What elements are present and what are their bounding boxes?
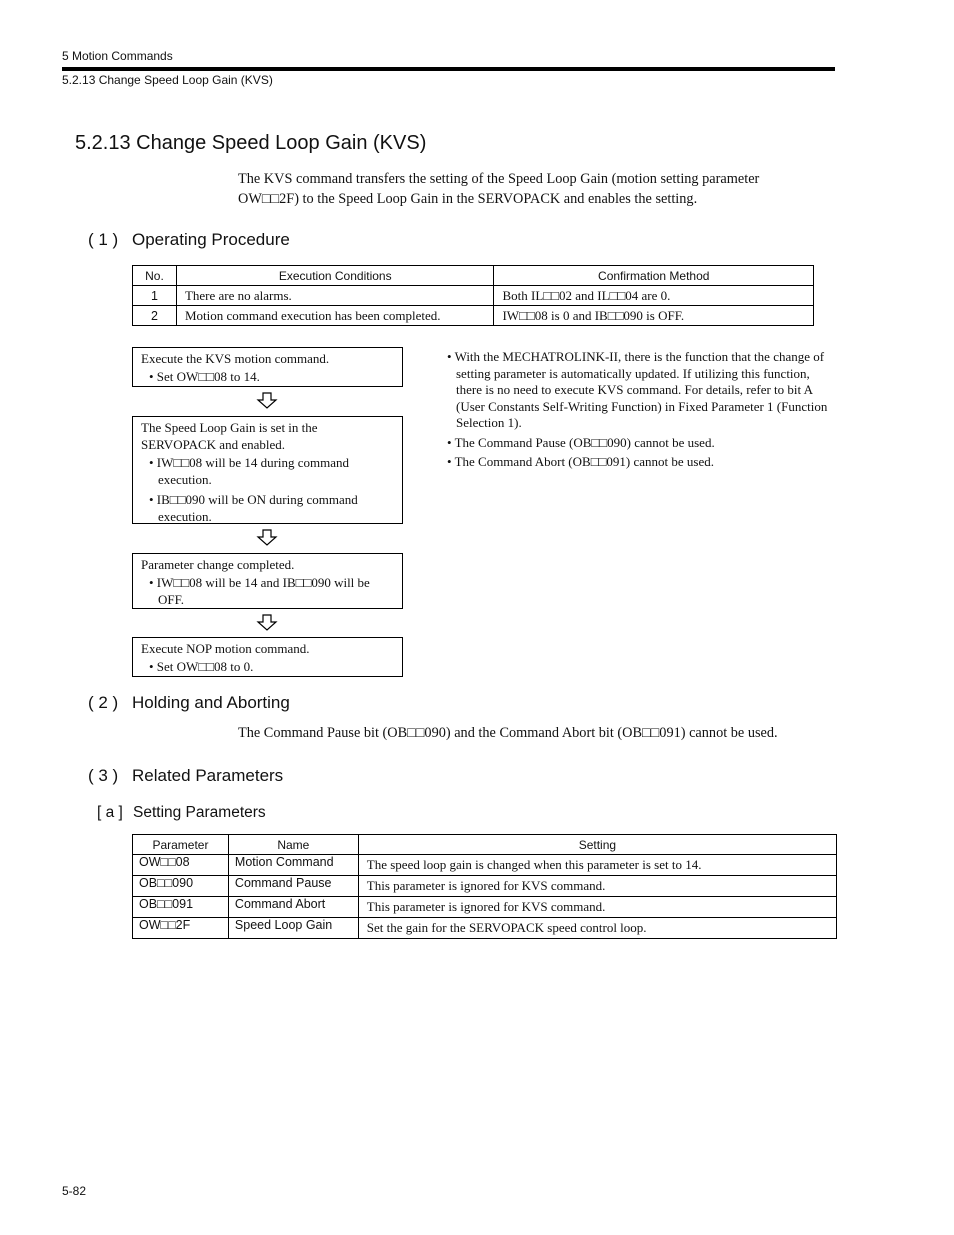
header-rule — [62, 67, 835, 71]
flow-step-2 — [132, 416, 403, 524]
column-header-name: Name — [228, 835, 358, 855]
procedure-notes — [446, 349, 836, 474]
flow-step-title: Execute the KVS motion command. — [141, 351, 330, 366]
running-header-section: 5.2.13 Change Speed Loop Gain (KVS) — [62, 73, 273, 87]
setting-parameters-table — [132, 834, 837, 939]
table-row — [133, 897, 837, 918]
subsubsection-number: [ a ] — [97, 804, 123, 821]
flow-step-bullet: • Set OW□□08 to 14. — [149, 369, 260, 384]
table-cell-parameter: OW□□2F — [133, 918, 229, 939]
column-header-confirmation-method: Confirmation Method — [494, 266, 814, 286]
table-cell-setting: This parameter is ignored for KVS command. — [358, 876, 836, 897]
table-row — [133, 855, 837, 876]
subsection-heading-holding-aborting — [88, 693, 290, 713]
table-cell-parameter: OB□□091 — [133, 897, 229, 918]
table-cell-confirmation: IW□□08 is 0 and IB□□090 is OFF. — [494, 306, 814, 326]
page-number: 5-82 — [62, 1184, 87, 1198]
table-cell-no: 2 — [133, 306, 177, 326]
column-header-execution-conditions: Execution Conditions — [176, 266, 494, 286]
flow-step-3 — [132, 553, 403, 609]
subsection-title: Related Parameters — [132, 766, 284, 785]
intro-paragraph — [238, 169, 818, 209]
flow-step-bullet: • IB□□090 will be ON during command execution. — [149, 492, 358, 524]
table-cell-setting: This parameter is ignored for KVS command. — [358, 897, 836, 918]
flow-down-arrow-icon — [256, 614, 278, 632]
flow-step-bullet: • IW□□08 will be 14 during command execution. — [149, 455, 350, 487]
table-cell-confirmation: Both IL□□02 and IL□□04 are 0. — [494, 286, 814, 306]
table-header-row — [133, 266, 814, 286]
subsection-number: ( 3 ) — [88, 766, 119, 785]
table-cell-condition: There are no alarms. — [176, 286, 494, 306]
table-row — [133, 876, 837, 897]
table-cell-setting: The speed loop gain is changed when this parameter is set to 14. — [358, 855, 836, 876]
operating-conditions-table — [132, 265, 814, 326]
flow-step-1 — [132, 347, 403, 387]
subsubsection-heading-setting-parameters — [97, 804, 266, 822]
column-header-setting: Setting — [358, 835, 836, 855]
flow-step-bullet: • Set OW□□08 to 0. — [149, 659, 254, 674]
table-header-row — [133, 835, 837, 855]
section-title: 5.2.13 Change Speed Loop Gain (KVS) — [75, 132, 427, 154]
table-cell-parameter: OB□□090 — [133, 876, 229, 897]
flow-step-title: Execute NOP motion command. — [141, 641, 310, 656]
table-cell-parameter: OW□□08 — [133, 855, 229, 876]
subsection-title: Holding and Aborting — [132, 693, 290, 712]
subsection-number: ( 1 ) — [88, 230, 119, 249]
holding-aborting-text: The Command Pause bit (OB□□090) and the Command Abort bit (OB□□091) cannot be used. — [238, 725, 778, 741]
table-cell-name: Command Pause — [228, 876, 358, 897]
running-header-chapter: 5 Motion Commands — [62, 49, 173, 63]
flow-down-arrow-icon — [256, 529, 278, 547]
table-row — [133, 286, 814, 306]
subsection-title: Operating Procedure — [132, 230, 290, 249]
flow-step-title: The Speed Loop Gain is set in the SERVOPACK and enabled. — [141, 420, 318, 452]
subsection-heading-related-parameters — [88, 766, 283, 786]
table-cell-no: 1 — [133, 286, 177, 306]
table-cell-name: Command Abort — [228, 897, 358, 918]
subsection-heading-operating-procedure — [88, 230, 290, 250]
table-cell-condition: Motion command execution has been completed. — [176, 306, 494, 326]
intro-line-2: OW□□2F) to the Speed Loop Gain in the SERVOPACK and enables the setting. — [238, 191, 698, 207]
table-cell-name: Motion Command — [228, 855, 358, 876]
flow-down-arrow-icon — [256, 392, 278, 410]
intro-line-1: The KVS command transfers the setting of the Speed Loop Gain (motion setting parameter — [238, 171, 760, 187]
table-row — [133, 918, 837, 939]
table-cell-setting: Set the gain for the SERVOPACK speed control loop. — [358, 918, 836, 939]
table-row — [133, 306, 814, 326]
subsection-number: ( 2 ) — [88, 693, 119, 712]
column-header-parameter: Parameter — [133, 835, 229, 855]
flow-step-bullet: • IW□□08 will be 14 and IB□□090 will be OFF. — [149, 575, 370, 607]
table-cell-name: Speed Loop Gain — [228, 918, 358, 939]
column-header-no: No. — [133, 266, 177, 286]
note-item: • With the MECHATROLINK-II, there is the function that the change of setting parameter is automatically updated. If utilizing this function, there is no need to execute KVS command. For details, refer to bit A (User Constants Self-Writing Function) in Fixed Parameter 1 (Function Selection 1). — [447, 349, 828, 430]
note-item: • The Command Pause (OB□□090) cannot be used. — [447, 434, 715, 450]
flow-step-title: Parameter change completed. — [141, 557, 295, 572]
note-item: • The Command Abort (OB□□091) cannot be used. — [447, 454, 714, 469]
flow-step-4 — [132, 637, 403, 677]
subsubsection-title: Setting Parameters — [133, 804, 266, 821]
